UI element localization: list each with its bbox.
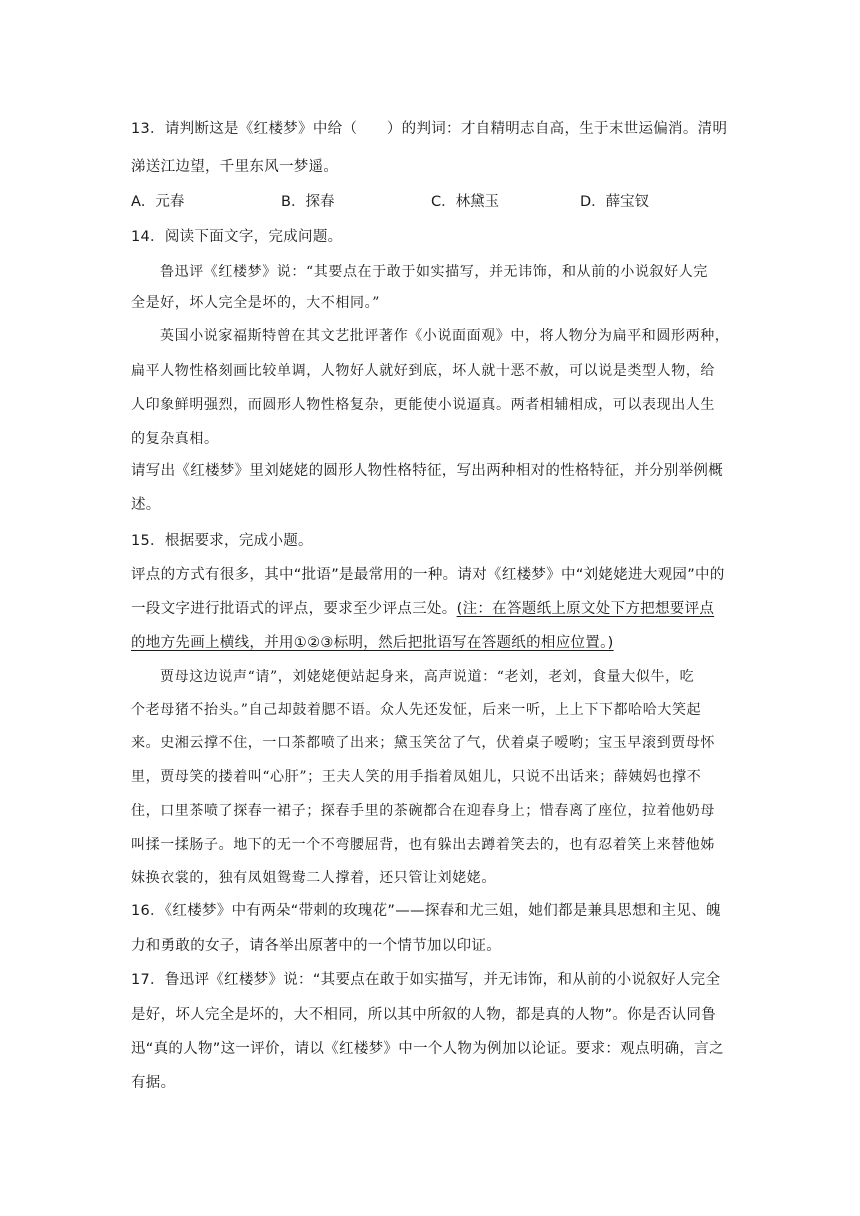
q14-passage-line1: 英国小说家福斯特曾在其文艺批评著作《小说面面观》中，将人物分为扁平和圆形两种， — [160, 328, 730, 344]
q13-line1: 13．请判断这是《红楼梦》中给（ ）的判词：才自精明志自高，生于末世运偏消。清明 — [131, 121, 728, 137]
q15-note-line2: 的地方先画上横线，并用①②③标明，然后把批语写在答题纸的相应位置。) — [131, 635, 614, 651]
q14-passage-line3: 人印象鲜明强烈，而圆形人物性格复杂，更能使小说逼真。两者相辅相成，可以表现出人生 — [131, 397, 715, 413]
q13-option-c: C．林黛玉 — [431, 194, 500, 210]
q14-task-line2: 述。 — [131, 497, 161, 513]
q14-quote-line1: 鲁迅评《红楼梦》说：“其要点在于敢于如实描写，并无讳饰，和从前的小说叙好人完 — [160, 264, 708, 280]
q15-excerpt-line5: 住，口里茶喷了探春一裙子；探春手里的茶碗都合在迎春身上；惜春离了座位，拉着他奶母 — [131, 803, 715, 819]
q15-excerpt-line3: 来。史湘云撑不住，一口茶都喷了出来；黛玉笑岔了气，伏着桌子嗳哟；宝玉早滚到贾母怀 — [131, 735, 715, 751]
q15-heading: 15．根据要求，完成小题。 — [131, 533, 313, 549]
q17-line1: 17．鲁迅评《红楼梦》说：“其要点在敢于如实描写，并无讳饰，和从前的小说叙好人完全 — [131, 972, 721, 988]
q15-excerpt-line1: 贾母这边说声“请”，刘姥姥便站起身来，高声说道：“老刘，老刘，食量大似牛，吃 — [160, 669, 695, 685]
q15-excerpt-line2: 个老母猪不抬头。”自己却鼓着腮不语。众人先还发怔，后来一听，上上下下都哈哈大笑起 — [131, 702, 702, 718]
q13-option-a: A．元春 — [131, 194, 185, 210]
q13-line2: 涕送江边望，千里东风一梦遥。 — [131, 159, 339, 175]
q14-passage-line2: 扁平人物性格刻画比较单调，人物好人就好到底，坏人就十恶不赦，可以说是类型人物，给 — [131, 363, 715, 379]
q15-excerpt-line6: 叫揉一揉肠子。地下的无一个不弯腰屈背，也有躲出去蹲着笑去的，也有忍着笑上来替他姊 — [131, 837, 715, 853]
q17-line3: 迅“真的人物”这一评价，请以《红楼梦》中一个人物为例加以论证。要求：观点明确，言之 — [131, 1041, 724, 1057]
q15-instruction-line2 — [131, 597, 714, 618]
q14-passage-line4: 的复杂真相。 — [131, 431, 219, 447]
q15-excerpt-line7: 妹换衣裳的，独有凤姐鸳鸯二人撑着，还只管让刘姥姥。 — [131, 870, 496, 886]
q14-quote-line2: 全是好，坏人完全是坏的，大不相同。” — [131, 295, 380, 311]
q17-line4: 有据。 — [131, 1075, 176, 1091]
q17-line2: 是好，坏人完全是坏的，大不相同，所以其中所叙的人物，都是真的人物”。你是否认同鲁 — [131, 1007, 717, 1023]
q13-option-b: B．探春 — [281, 194, 335, 210]
q13-option-d: D．薛宝钗 — [580, 194, 650, 210]
q16-line2: 力和勇敢的女子，请各举出原著中的一个情节加以印证。 — [131, 938, 501, 954]
q14-task-line1: 请写出《红楼梦》里刘姥姥的圆形人物性格特征，写出两种相对的性格特征，并分别举例概 — [131, 463, 723, 479]
q15-instruction-text: 一段文字进行批语式的评点，要求至少评点三处。 — [131, 601, 457, 617]
q16-line1: 16．《红楼梦》中有两朵“带刺的玫瑰花”——探春和尤三姐，她们都是兼具思想和主见、魄 — [131, 903, 721, 919]
q15-instruction-line1: 评点的方式有很多，其中“批语”是最常用的一种。请对《红楼梦》中“刘姥姥进大观园”中的 — [131, 567, 725, 583]
q14-heading: 14．阅读下面文字，完成问题。 — [131, 229, 343, 245]
q15-note-underlined: (注：在答题纸上原文处下方把想要评点 — [456, 601, 715, 617]
q15-excerpt-line4: 里，贾母笑的搂着叫“心肝”；王夫人笑的用手指着凤姐儿，只说不出话来；薛姨妈也撑不 — [131, 769, 702, 785]
